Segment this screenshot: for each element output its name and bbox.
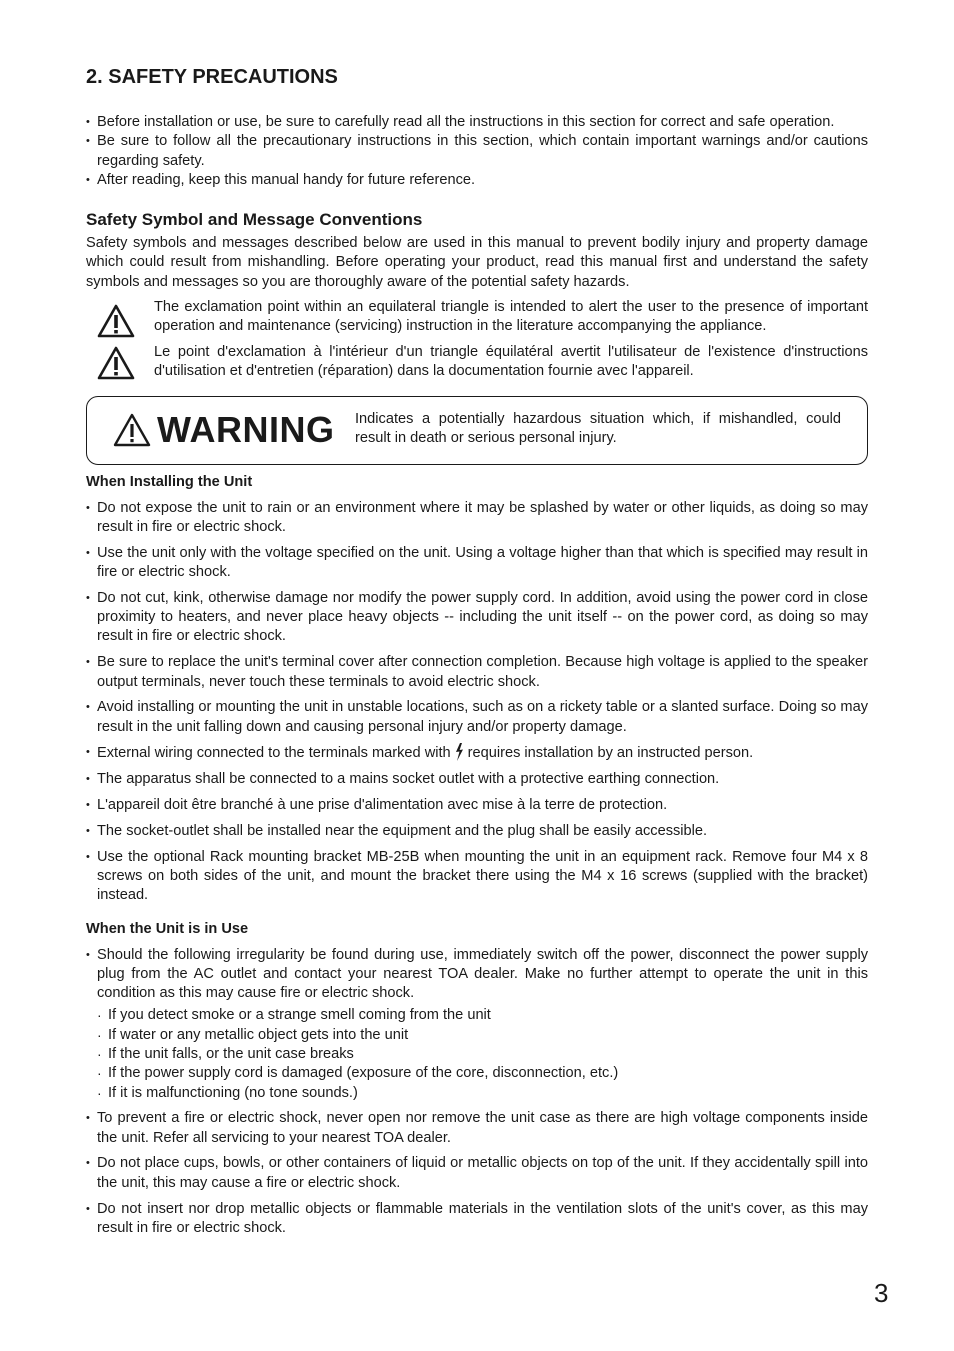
warning-box (86, 396, 868, 465)
warning-triangle-icon (97, 346, 135, 380)
conventions-title: Safety Symbol and Message Conventions (86, 210, 423, 230)
list-item: • Do not expose the unit to rain or an environment where it may be splashed by water or other liquids, as doing so may result in fire or electric shock. (86, 499, 868, 538)
symbol-row-fr (86, 343, 868, 382)
list-item: • After reading, keep this manual handy for future reference. (86, 171, 868, 190)
list-item: • Be sure to follow all the precautionary instructions in this section, which contain important warnings and/or cautions regarding safety. (86, 132, 868, 171)
irregularity-sublist (97, 1006, 868, 1102)
sub-list-item: · If the power supply cord is damaged (exposure of the core, disconnection, etc.) (97, 1064, 868, 1083)
wiring-text-before: External wiring connected to the terminals marked with (97, 745, 451, 762)
warning-text: Indicates a potentially hazardous situation which, if mishandled, could result in death or serious personal injury. (355, 410, 841, 447)
symbol-description-en: The exclamation point within an equilateral triangle is intended to alert the user to the presence of important operation and maintenance (servicing) instruction in the literature accompanying the appliance. (154, 299, 868, 335)
installing-list (86, 499, 868, 906)
in-use-list (86, 946, 868, 1239)
warning-triangle-icon (113, 413, 151, 447)
list-item: • Do not cut, kink, otherwise damage nor modify the power supply cord. In addition, avoid using the power cord in close proximity to heaters, and never place heavy objects -- including the unit itself -- on the power cord, as doing so may result in fire or electric shock. (86, 589, 868, 647)
list-item: • The socket-outlet shall be installed near the equipment and the plug shall be easily accessible. (86, 822, 868, 841)
list-item: • Use the unit only with the voltage specified on the unit. Using a voltage higher than that which is specified may result in fire or electric shock. (86, 544, 868, 583)
installing-title: When Installing the Unit (86, 473, 253, 490)
list-item (86, 743, 868, 763)
page-content (86, 60, 868, 1245)
page-number: 3 (874, 1278, 889, 1308)
list-item (86, 946, 868, 1103)
conventions-body: Safety symbols and messages described below are used in this manual to prevent bodily injury and property damage which could result from mishandling. Before operating your product, read this manual first and understand the safety symbols and messages so you are thoroughly aware of the potential safety hazards. (86, 235, 868, 290)
list-item: • Be sure to replace the unit's terminal cover after connection completion. Because high voltage is applied to the speaker output terminals, never touch these terminals to avoid electric shock. (86, 653, 868, 692)
symbol-row-en (86, 298, 868, 338)
intro-list (86, 113, 868, 190)
list-item: • Do not insert nor drop metallic objects or flammable materials in the ventilation slots of the unit's cover, as this may result in fire or electric shock. (86, 1200, 868, 1239)
list-item: • Before installation or use, be sure to carefully read all the instructions in this section for correct and safe operation. (86, 113, 868, 132)
list-item: • L'appareil doit être branché à une prise d'alimentation avec mise à la terre de protection. (86, 796, 868, 815)
sub-list-item: · If it is malfunctioning (no tone sounds.) (97, 1084, 868, 1103)
hazardous-live-bolt-icon (455, 743, 464, 761)
list-item: • The apparatus shall be connected to a mains socket outlet with a protective earthing connection. (86, 770, 868, 789)
wiring-text-after: requires installation by an instructed person. (467, 745, 754, 762)
symbol-description-fr: Le point d'exclamation à l'intérieur d'un triangle équilatéral avertit l'utilisateur de l'existence d'instructions d'utilisation et d'entretien (réparation) dans la documentation fournie avec l'appareil. (154, 344, 868, 380)
sub-list-item: · If you detect smoke or a strange smell coming from the unit (97, 1006, 868, 1025)
in-use-title: When the Unit is in Use (86, 920, 249, 937)
sub-list-item: · If the unit falls, or the unit case breaks (97, 1045, 868, 1064)
warning-triangle-icon (97, 304, 135, 338)
list-item: • To prevent a fire or electric shock, never open nor remove the unit case as there are high voltage components inside the unit. Refer all servicing to your nearest TOA dealer. (86, 1109, 868, 1148)
sub-list-item: · If water or any metallic object gets into the unit (97, 1026, 868, 1045)
list-item: • Do not place cups, bowls, or other containers of liquid or metallic objects on top of the unit. If they accidentally spill into the unit, this may cause a fire or electric shock. (86, 1154, 868, 1193)
list-item: • Use the optional Rack mounting bracket MB-25B when mounting the unit in an equipment rack. Remove four M4 x 8 screws on both sides of the unit, and mount the bracket there using the M4 x 16 screws (supplied with the bracket) instead. (86, 848, 868, 906)
in-use-first-text: Should the following irregularity be found during use, immediately switch off the power, disconnect the power supply plug from the AC outlet and contact your nearest TOA dealer. Make no further attempt to operate the unit in this condition as this may cause fire or electric shock. (97, 946, 868, 1002)
section-heading: 2. SAFETY PRECAUTIONS (86, 66, 338, 88)
warning-word: WARNING (157, 409, 335, 451)
list-item: • Avoid installing or mounting the unit in unstable locations, such as on a rickety table or a slanted surface. Doing so may result in the unit falling down and causing personal injury and/or property damage. (86, 698, 868, 737)
